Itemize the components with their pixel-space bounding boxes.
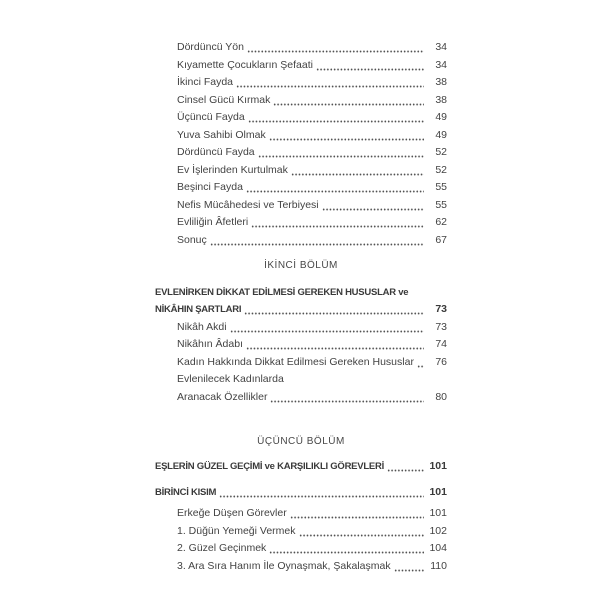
toc-entry-page: 80 xyxy=(435,390,447,403)
dot-leader xyxy=(273,103,424,106)
toc-entry-label: Nefis Mücâhedesi ve Terbiyesi xyxy=(177,198,319,211)
toc-entry-page: 49 xyxy=(435,128,447,141)
dot-leader xyxy=(417,365,424,368)
toc-entry-page: 104 xyxy=(429,542,447,554)
toc-entry-page: 110 xyxy=(430,559,447,572)
toc-entry-label: Dördüncü Yön xyxy=(177,41,244,53)
toc-subsection-entry xyxy=(155,484,447,502)
toc-entry-label: Nikâhın Âdabı xyxy=(177,338,243,350)
toc-entry xyxy=(155,505,447,523)
toc-entry-label: Kadın Hakkında Dikkat Edilmesi Gereken Hususlar xyxy=(177,355,414,368)
dot-leader xyxy=(270,400,424,403)
toc-entry xyxy=(155,74,447,92)
toc-section-label-line1: EVLENİRKEN DİKKAT EDİLMESİ GEREKEN HUSUSLAR ve xyxy=(155,286,409,298)
toc-entry xyxy=(155,558,447,576)
toc-entry xyxy=(155,92,447,110)
toc-entry xyxy=(155,389,447,407)
dot-leader xyxy=(210,243,424,246)
toc-entry-page: 52 xyxy=(435,146,447,158)
dot-leader xyxy=(269,551,424,554)
toc-entry-page: 55 xyxy=(435,198,447,211)
toc-entry-page: 101 xyxy=(429,507,447,519)
toc-entry xyxy=(155,197,447,215)
toc-entry-page: 102 xyxy=(429,524,447,537)
toc-entry-page: 49 xyxy=(435,111,447,123)
toc-entry xyxy=(155,523,447,541)
toc-entry-label: Evlenilecek Kadınlarda xyxy=(177,373,284,385)
toc-entry xyxy=(155,354,447,372)
toc-entry-label: Cinsel Gücü Kırmak xyxy=(177,93,271,106)
toc-entry-page: 67 xyxy=(435,233,447,246)
dot-leader xyxy=(394,569,424,572)
toc-entry xyxy=(155,319,447,337)
dot-leader xyxy=(230,330,424,333)
toc-entry xyxy=(155,39,447,57)
dot-leader xyxy=(251,225,424,228)
toc-entry-label: Ev İşlerinden Kurtulmak xyxy=(177,163,288,176)
toc-entry xyxy=(155,371,447,389)
toc-entry xyxy=(155,127,447,145)
toc-entry-label: 1. Düğün Yemeği Vermek xyxy=(177,524,296,537)
toc-entry-label: Evliliğin Âfetleri xyxy=(177,216,249,228)
toc-entry-page: 52 xyxy=(435,163,447,176)
dot-leader xyxy=(219,495,424,498)
dot-leader xyxy=(247,50,424,53)
toc-section-label: EŞLERİN GÜZEL GEÇİMİ ve KARŞILIKLI GÖREVLERİ xyxy=(155,460,384,472)
toc-entry-label: Beşinci Fayda xyxy=(177,181,243,193)
toc-entry-page: 38 xyxy=(435,76,447,88)
toc-section-entry xyxy=(155,458,447,476)
dot-leader xyxy=(246,347,424,350)
toc-section-entry xyxy=(155,284,447,302)
toc-entry-page: 76 xyxy=(435,355,447,368)
toc-entry-page: 74 xyxy=(435,338,447,350)
toc-entry-label: 3. Ara Sıra Hanım İle Oynaşmak, Şakalaşmak xyxy=(177,559,391,572)
toc-item-group xyxy=(155,505,447,575)
toc-entry xyxy=(155,57,447,75)
toc-entry xyxy=(155,109,447,127)
toc-entry-label: Aranacak Özellikler xyxy=(177,390,268,403)
dot-leader xyxy=(299,534,425,537)
dot-leader xyxy=(316,68,424,71)
toc-section-label-line2: NİKÂHIN ŞARTLARI xyxy=(155,304,242,315)
toc-entry-label: Erkeğe Düşen Görevler xyxy=(177,507,287,519)
toc-entry-page: 62 xyxy=(435,216,447,228)
dot-leader xyxy=(387,469,424,472)
table-of-contents xyxy=(155,39,447,575)
toc-entry-label: Nikâh Akdi xyxy=(177,320,227,333)
dot-leader xyxy=(246,190,424,193)
dot-leader xyxy=(291,173,424,176)
toc-entry-page: 101 xyxy=(429,486,447,498)
toc-entry-page: 34 xyxy=(435,41,447,53)
toc-entry-label: Sonuç xyxy=(177,233,207,246)
dot-leader xyxy=(236,85,424,88)
dot-leader xyxy=(258,155,424,158)
dot-leader xyxy=(290,516,424,519)
dot-leader xyxy=(322,208,424,211)
toc-entry-label: Üçüncü Fayda xyxy=(177,111,245,123)
chapter-heading: ÜÇÜNCÜ BÖLÜM xyxy=(257,436,345,447)
toc-entry-page: 38 xyxy=(435,93,447,106)
toc-entry-label: İkinci Fayda xyxy=(177,76,234,88)
toc-entry-label: Kıyamette Çocukların Şefaati xyxy=(177,58,313,71)
dot-leader xyxy=(244,312,424,315)
toc-entry xyxy=(155,232,447,250)
chapter-heading: İKİNCİ BÖLÜM xyxy=(264,260,338,271)
dot-leader xyxy=(248,120,424,123)
toc-subsection-label: BİRİNCİ KISIM xyxy=(155,487,217,498)
toc-entry-label: 2. Güzel Geçinmek xyxy=(177,542,267,554)
toc-entry-page: 73 xyxy=(435,320,447,333)
toc-entry-page: 55 xyxy=(435,181,447,193)
toc-section-entry xyxy=(155,301,447,319)
dot-leader xyxy=(269,138,424,141)
toc-entry-label: Yuva Sahibi Olmak xyxy=(177,128,266,141)
toc-entry-page: 34 xyxy=(435,58,447,71)
toc-entry xyxy=(155,162,447,180)
toc-entry-page: 73 xyxy=(435,303,447,315)
toc-entry xyxy=(155,179,447,197)
toc-entry xyxy=(155,540,447,558)
toc-entry-label: Dördüncü Fayda xyxy=(177,146,255,158)
toc-entry-page: 101 xyxy=(429,459,447,472)
toc-entry xyxy=(155,214,447,232)
toc-entry xyxy=(155,336,447,354)
toc-entry xyxy=(155,144,447,162)
